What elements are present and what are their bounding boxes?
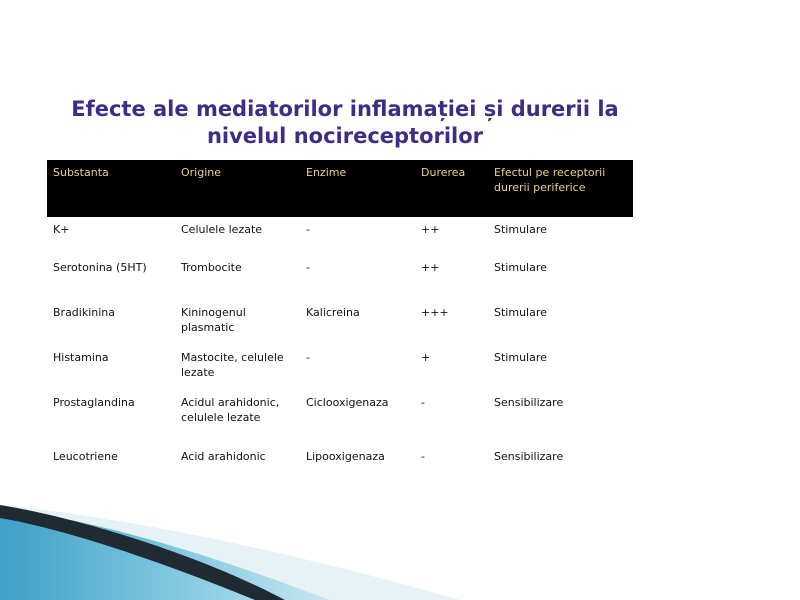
cell-origine: Trombocite <box>181 261 242 274</box>
cell-substanta: Prostaglandina <box>53 396 135 409</box>
header-efectul: Efectul pe receptorii durerii periferice <box>494 166 606 194</box>
cell-substanta: K+ <box>53 223 70 236</box>
cell-durerea: +++ <box>421 306 449 319</box>
cell-origine: Celulele lezate <box>181 223 263 236</box>
table-row <box>47 390 633 444</box>
mediators-table <box>47 160 633 484</box>
cell-durerea: ++ <box>421 261 440 274</box>
cell-efectul: Stimulare <box>494 223 547 236</box>
cell-efectul: Stimulare <box>494 306 547 319</box>
cell-substanta: Serotonina (5HT) <box>53 261 147 274</box>
cell-enzime: Ciclooxigenaza <box>306 396 389 409</box>
cell-efectul: Sensibilizare <box>494 450 564 463</box>
cell-origine: Acid arahidonic <box>181 450 266 463</box>
cell-substanta: Bradikinina <box>53 306 116 319</box>
table-header-row <box>47 160 633 217</box>
header-origine: Origine <box>181 166 222 179</box>
cell-efectul: Stimulare <box>494 261 547 274</box>
header-enzime: Enzime <box>306 166 347 179</box>
header-durerea: Durerea <box>421 166 466 179</box>
table-row <box>47 345 633 390</box>
cell-enzime: - <box>306 223 310 236</box>
cell-efectul: Stimulare <box>494 351 547 364</box>
cell-origine: Kininogenul plasmatic <box>181 306 246 334</box>
cell-efectul: Sensibilizare <box>494 396 564 409</box>
cell-origine: Mastocite, celulele lezate <box>181 351 284 379</box>
cell-enzime: - <box>306 351 310 364</box>
table-row <box>47 300 633 345</box>
cell-durerea: + <box>421 351 431 364</box>
slide-title-line-1: Efecte ale mediatorilor inflamației și durerii la <box>71 97 619 121</box>
cell-enzime: Kalicreina <box>306 306 360 319</box>
cell-substanta: Leucotriene <box>53 450 118 463</box>
table-row <box>47 444 633 484</box>
cell-durerea: ++ <box>421 223 440 236</box>
slide-title-line-2: nivelul nocireceptorilor <box>206 124 484 148</box>
cell-durerea: - <box>421 396 425 409</box>
header-substanta: Substanta <box>53 166 109 179</box>
cell-enzime: - <box>306 261 310 274</box>
slide-title <box>0 96 690 150</box>
cell-enzime: Lipooxigenaza <box>306 450 385 463</box>
table-row <box>47 217 633 255</box>
cell-substanta: Histamina <box>53 351 109 364</box>
cell-origine: Acidul arahidonic, celulele lezate <box>181 396 280 424</box>
cell-durerea: - <box>421 450 425 463</box>
table-row <box>47 255 633 300</box>
